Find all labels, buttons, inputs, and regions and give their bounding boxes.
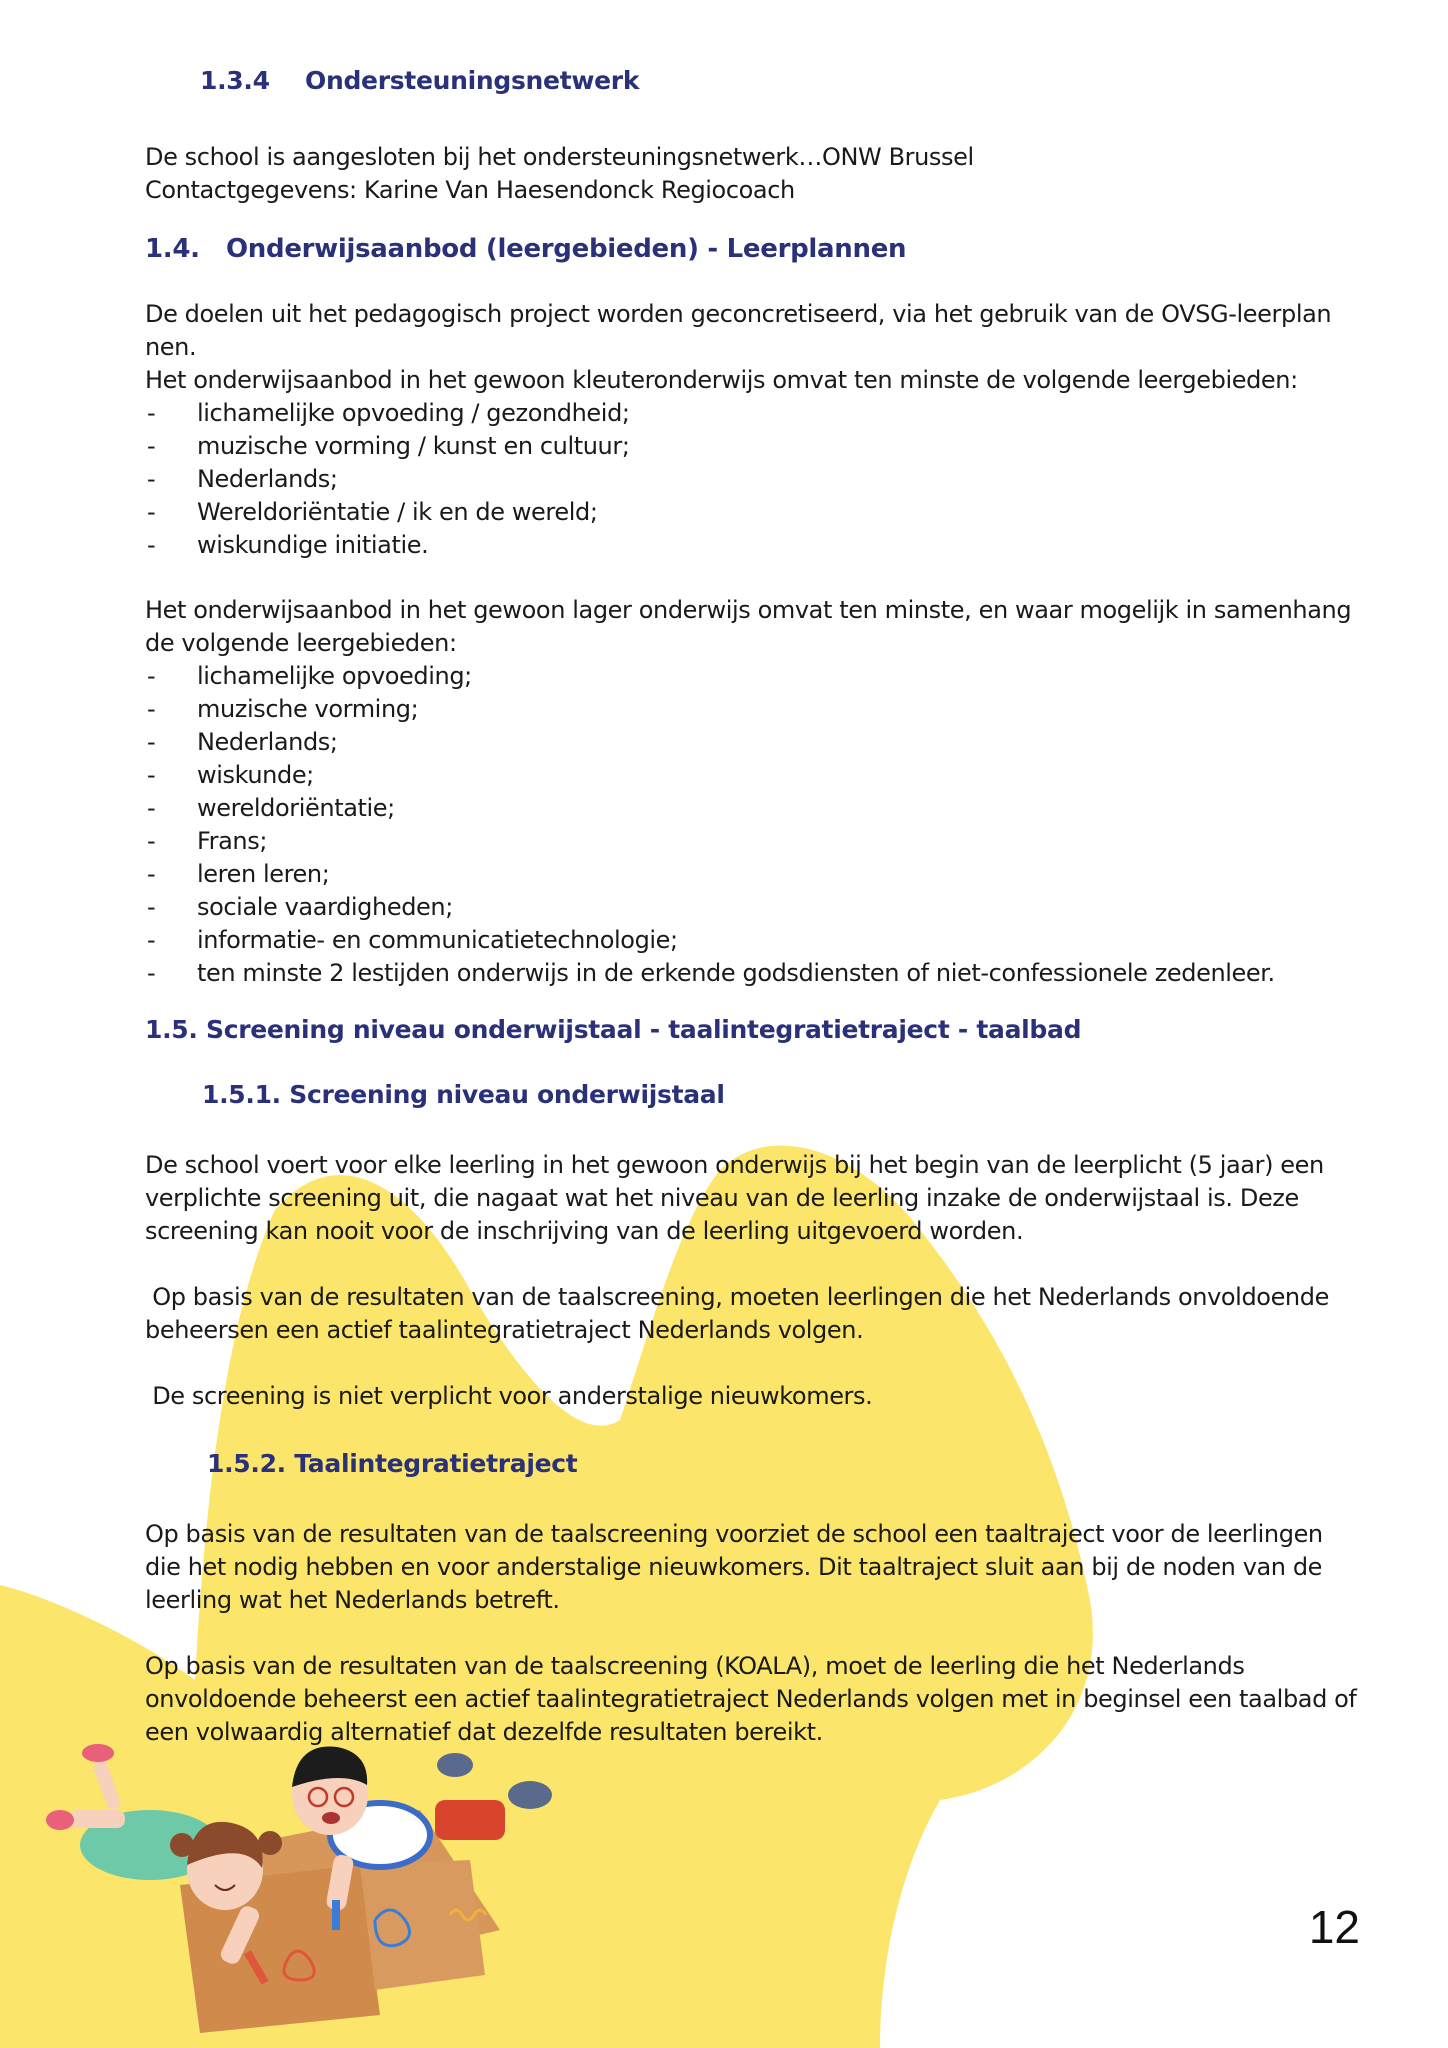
list-item: - wiskundige initiatie. (145, 529, 630, 562)
section-title: Ondersteuningsnetwerk (305, 66, 640, 95)
list-item: - lichamelijke opvoeding; (145, 660, 1275, 693)
list-item: - informatie- en communicatietechnologie; (145, 924, 1275, 957)
text-line: De doelen uit het pedagogisch project worden geconcretiseerd, via het gebruik van de OVSG-leerplan (145, 300, 1332, 328)
list-item: - ten minste 2 lestijden onderwijs in de erkende godsdiensten of niet-confessionele zedenleer. (145, 957, 1275, 990)
paragraph-support-network (145, 141, 1415, 207)
text-line: Op basis van de resultaten van de taalscreening (KOALA), moet de leerling die het Nederlands (145, 1652, 1245, 1680)
list-item: - muzische vorming / kunst en cultuur; (145, 430, 630, 463)
list-item: - lichamelijke opvoeding / gezondheid; (145, 397, 630, 430)
paragraph-screening-results (145, 1281, 1415, 1347)
text-line: de volgende leergebieden: (145, 629, 457, 657)
text-line: een volwaardig alternatief dat dezelfde resultaten bereikt. (145, 1718, 823, 1746)
list-kindergarten-areas (145, 397, 630, 562)
list-item: - Nederlands; (145, 726, 1275, 759)
section-heading-1-3-4 (200, 66, 639, 95)
list-item: - Frans; (145, 825, 1275, 858)
text-line: onvoldoende beheerst een actief taalintegratietraject Nederlands volgen met in beginsel een taalbad of (145, 1685, 1357, 1713)
text-line: leerling wat het Nederlands betreft. (145, 1586, 560, 1614)
text-line: Contactgegevens: Karine Van Haesendonck Regiocoach (145, 176, 795, 204)
list-item: - wiskunde; (145, 759, 1275, 792)
paragraph-language-trajectory (145, 1518, 1415, 1617)
section-heading-1-4: 1.4. Onderwijsaanbod (leergebieden) - Leerplannen (145, 234, 907, 264)
list-item: - muzische vorming; (145, 693, 1275, 726)
text-line: Het onderwijsaanbod in het gewoon lager onderwijs omvat ten minste, en waar mogelijk in samenhang (145, 596, 1352, 624)
list-item: - sociale vaardigheden; (145, 891, 1275, 924)
list-item: - Nederlands; (145, 463, 630, 496)
text-line: verplichte screening uit, die nagaat wat het niveau van de leerling inzake de onderwijstaal is. Deze (145, 1184, 1299, 1212)
paragraph-education-offer (145, 298, 1415, 397)
section-heading-1-5-2: 1.5.2. Taalintegratietraject (207, 1449, 578, 1478)
text-line: Op basis van de resultaten van de taalscreening voorziet de school een taaltraject voor de leerlingen (145, 1520, 1323, 1548)
paragraph-screening-exception (145, 1380, 1415, 1413)
text-line: Op basis van de resultaten van de taalscreening, moeten leerlingen die het Nederlands onvoldoende (145, 1283, 1329, 1311)
paragraph-primary-offer (145, 594, 1415, 660)
page-number: 12 (1308, 1901, 1360, 1953)
text-line: beheersen een actief taalintegratietraject Nederlands volgen. (145, 1316, 864, 1344)
section-number: 1.3.4 (200, 66, 270, 95)
text-line: die het nodig hebben en voor anderstalige nieuwkomers. Dit taaltraject sluit aan bij de noden van de (145, 1553, 1323, 1581)
paragraph-screening (145, 1149, 1415, 1248)
text-line: nen. (145, 333, 197, 361)
section-heading-1-5: 1.5. Screening niveau onderwijstaal - taalintegratietraject - taalbad (145, 1015, 1082, 1044)
text-line: De school is aangesloten bij het ondersteuningsnetwerk…ONW Brussel (145, 143, 974, 171)
text-line: screening kan nooit voor de inschrijving van de leerling uitgevoerd worden. (145, 1217, 1024, 1245)
list-item: - Wereldoriëntatie / ik en de wereld; (145, 496, 630, 529)
list-item: - wereldoriëntatie; (145, 792, 1275, 825)
list-primary-areas (145, 660, 1275, 990)
section-heading-1-5-1: 1.5.1. Screening niveau onderwijstaal (202, 1080, 725, 1109)
text-line: De school voert voor elke leerling in het gewoon onderwijs bij het begin van de leerplicht (5 jaar) een (145, 1151, 1324, 1179)
kids-drawing-illustration (30, 1715, 650, 2035)
text-line: De screening is niet verplicht voor anderstalige nieuwkomers. (145, 1382, 873, 1410)
text-line: Het onderwijsaanbod in het gewoon kleuteronderwijs omvat ten minste de volgende leergebieden: (145, 366, 1298, 394)
list-item: - leren leren; (145, 858, 1275, 891)
